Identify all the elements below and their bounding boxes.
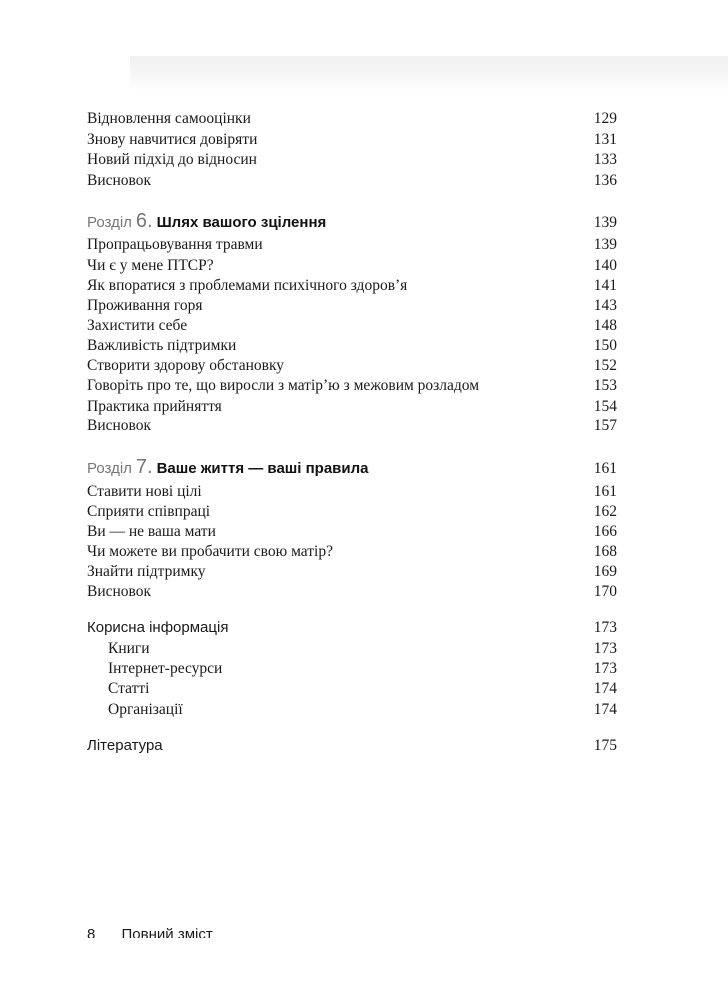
toc-entry [87, 523, 617, 541]
footer-page-number: 8 [87, 926, 96, 938]
toc-entry-title: Чи є у мене ПТСР? [87, 257, 214, 274]
toc-entry-page: 169 [593, 563, 617, 580]
toc-entry [87, 131, 617, 149]
toc-entry-title: Як впоратися з проблемами психічного здоров’я [87, 277, 408, 294]
toc-entry-page: 170 [593, 583, 617, 600]
footer-section-title: Повний зміст [121, 926, 213, 938]
toc-entry-page: 173 [593, 660, 617, 677]
toc-entry [87, 483, 617, 501]
toc-entry-page: 133 [593, 151, 617, 168]
toc-entry-page: 141 [593, 277, 617, 294]
toc-entry-title: Захистити себе [87, 317, 188, 334]
toc-entry [87, 236, 617, 254]
chapter-prefix: Розділ [87, 460, 132, 477]
toc-entry-title: Інтернет-ресурси [108, 660, 223, 677]
page-footer [87, 926, 213, 938]
toc-entry-title: Сприяти співпраці [87, 503, 211, 520]
toc-entry-title: Книги [108, 640, 150, 657]
section-title: Корисна інформація [87, 619, 229, 636]
toc-entry-title: Чи можете ви пробачити свою матір? [87, 543, 333, 560]
toc-subentry [108, 640, 617, 658]
toc-entry [87, 317, 617, 335]
chapter-heading-7 [87, 456, 617, 479]
toc-entry [87, 398, 617, 416]
toc-entry-page: 150 [593, 337, 617, 354]
toc-entry-page: 153 [593, 377, 617, 394]
section-heading-literature [87, 737, 617, 755]
toc-entry-page: 131 [593, 131, 617, 148]
section-page: 173 [593, 619, 617, 636]
toc-entry-page: 162 [593, 503, 617, 520]
toc-entry [87, 583, 617, 601]
toc-entry [87, 543, 617, 561]
toc-entry-page: 168 [593, 543, 617, 560]
chapter-heading-6 [87, 210, 617, 233]
chapter-page: 139 [593, 214, 617, 231]
chapter-number: 6. [135, 210, 153, 232]
toc-entry [87, 172, 617, 190]
chapter-heading-text [87, 456, 369, 479]
toc-entry-title: Висновок [87, 583, 152, 600]
toc-subentry [108, 660, 617, 678]
chapter-page: 161 [593, 460, 617, 477]
toc-entry-page: 152 [593, 357, 617, 374]
toc-entry [87, 337, 617, 355]
toc-subentry [108, 701, 617, 719]
toc-entry [87, 377, 617, 395]
toc-entry-title: Новий підхід до відносин [87, 151, 257, 168]
toc-entry-page: 157 [593, 417, 617, 434]
toc-entry [87, 297, 617, 315]
toc-entry-title: Створити здорову обстановку [87, 357, 285, 374]
toc-entry-page: 136 [593, 172, 617, 189]
toc-entry-title: Говоріть про те, що виросли з матір’ю з межовим розладом [87, 377, 480, 394]
toc-entry-page: 140 [593, 257, 617, 274]
toc-entry-title: Ви — не ваша мати [87, 523, 216, 540]
toc-entry-title: Пропрацьовування травми [87, 236, 263, 253]
toc-entry-title: Важливість підтримки [87, 337, 237, 354]
top-bleed-through-text [130, 56, 728, 92]
chapter-number: 7. [135, 456, 153, 478]
section-heading-useful-info [87, 619, 617, 637]
toc-entry-title: Організації [108, 701, 183, 718]
section-title: Література [87, 737, 163, 754]
toc-entry-title: Знову навчитися довіряти [87, 131, 258, 148]
toc-subentry [108, 680, 617, 698]
toc-entry-page: 139 [593, 236, 617, 253]
toc-entry-title: Статті [108, 680, 150, 697]
chapter-title: Шлях вашого зцілення [156, 214, 327, 231]
toc-entry-title: Знайти підтримку [87, 563, 206, 580]
section-page: 175 [593, 737, 617, 754]
toc-entry-page: 129 [593, 110, 617, 127]
toc-entry-page: 161 [593, 483, 617, 500]
toc-entry-title: Висновок [87, 172, 152, 189]
chapter-prefix: Розділ [87, 214, 132, 231]
toc-entry-title: Проживання горя [87, 297, 203, 314]
toc-entry-page: 154 [593, 398, 617, 415]
toc-entry-title: Відновлення самооцінки [87, 110, 251, 127]
chapter-title: Ваше життя — ваші правила [156, 460, 369, 477]
toc-entry-page: 143 [593, 297, 617, 314]
chapter-heading-text [87, 210, 326, 233]
toc-entry [87, 357, 617, 375]
toc-entry-page: 166 [593, 523, 617, 540]
toc-entry [87, 277, 617, 295]
toc-entry-title: Висновок [87, 417, 152, 434]
toc-entry [87, 257, 617, 275]
toc-entry [87, 563, 617, 581]
toc-entry [87, 503, 617, 521]
toc-entry-page: 174 [593, 701, 617, 718]
toc-entry-title: Практика прийняття [87, 398, 222, 415]
toc-entry-page: 173 [593, 640, 617, 657]
toc-entry-title: Ставити нові цілі [87, 483, 202, 500]
toc-entry [87, 110, 617, 128]
toc-entry-page: 148 [593, 317, 617, 334]
toc-entry [87, 151, 617, 169]
toc-entry [87, 417, 617, 435]
toc-entry-page: 174 [593, 680, 617, 697]
